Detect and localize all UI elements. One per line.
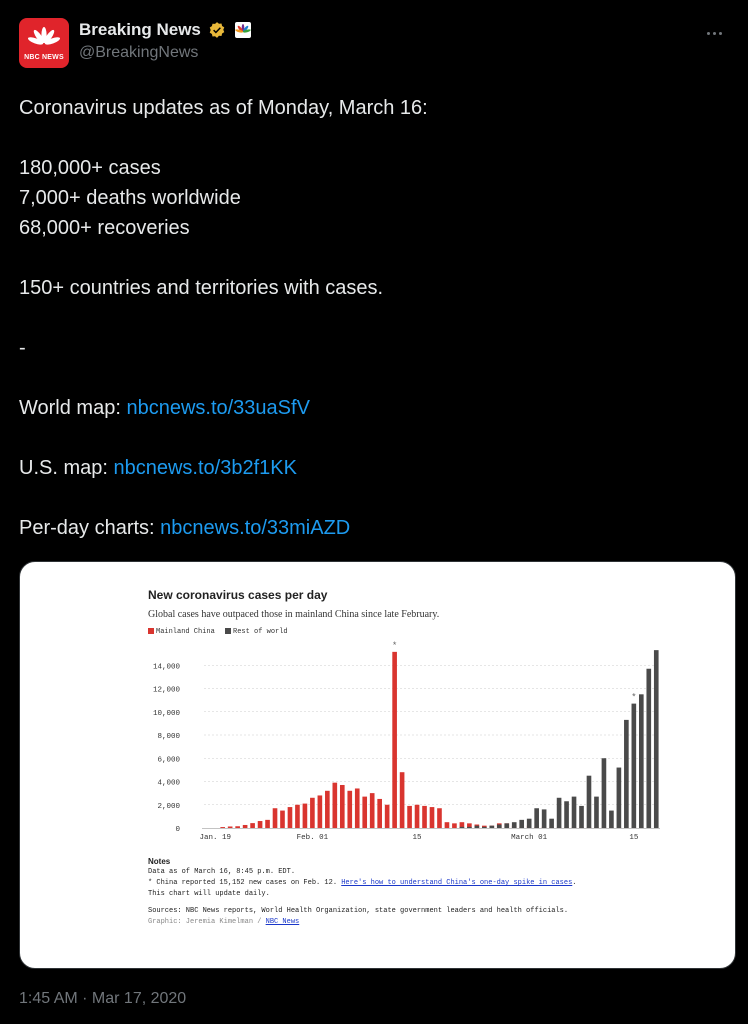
bar-mainland-china bbox=[362, 797, 367, 828]
bar-mainland-china bbox=[295, 805, 300, 828]
bar-rest-of-world bbox=[572, 797, 577, 828]
bar-mainland-china bbox=[333, 783, 338, 828]
bar-rest-of-world bbox=[609, 811, 614, 828]
chart-title: New coronavirus cases per day bbox=[148, 588, 328, 602]
tweet-line bbox=[19, 453, 719, 483]
bar-mainland-china bbox=[422, 806, 427, 828]
bar-rest-of-world bbox=[587, 776, 592, 828]
y-tick-label: 12,000 bbox=[152, 686, 180, 695]
bar-rest-of-world bbox=[549, 819, 554, 828]
bar-rest-of-world bbox=[534, 808, 539, 828]
y-tick-label: 0 bbox=[175, 826, 180, 834]
bar-mainland-china bbox=[355, 788, 360, 828]
y-tick-label: 10,000 bbox=[152, 709, 180, 718]
bar-rest-of-world bbox=[512, 822, 517, 828]
y-tick-label: 14,000 bbox=[152, 663, 180, 672]
bar-mainland-china bbox=[347, 791, 352, 828]
notes-china-text: * China reported 15,152 new cases on Feb. 12. bbox=[148, 879, 342, 887]
notes-graphic-text: Graphic: Jeremia Kimelman / bbox=[148, 918, 266, 926]
bar-mainland-china bbox=[228, 826, 233, 828]
bar-mainland-china bbox=[258, 821, 263, 828]
bar-rest-of-world bbox=[489, 826, 494, 828]
bar-mainland-china bbox=[430, 807, 435, 828]
notes-graphic bbox=[148, 917, 708, 928]
bar-rest-of-world bbox=[482, 827, 487, 828]
per-day-label: Per-day charts: bbox=[19, 517, 155, 539]
verified-badge-icon[interactable] bbox=[208, 21, 226, 39]
notes-china-link[interactable]: Here's how to understand China's one-day spike in cases bbox=[341, 879, 573, 887]
bar-mainland-china bbox=[265, 820, 270, 828]
x-tick-label: Feb. 01 bbox=[296, 834, 329, 842]
notes-sources: Sources: NBC News reports, World Health Organization, state government leaders and health officials. bbox=[148, 907, 569, 915]
tweet-line: 7,000+ deaths worldwide bbox=[19, 187, 241, 209]
world-map-label: World map: bbox=[19, 397, 121, 419]
bar-mainland-china bbox=[235, 826, 240, 828]
bar-rest-of-world bbox=[467, 827, 472, 828]
bar-mainland-china bbox=[303, 804, 308, 828]
bar-mainland-china bbox=[400, 772, 405, 828]
peak-star-annotation: * bbox=[632, 691, 636, 702]
tweet-timestamp[interactable]: 1:45 AM · Mar 17, 2020 bbox=[19, 990, 187, 1007]
notes-data-as-of: Data as of March 16, 8:45 p.m. EDT. bbox=[148, 868, 296, 876]
bar-rest-of-world bbox=[557, 798, 562, 828]
bar-mainland-china bbox=[250, 823, 255, 828]
bar-mainland-china bbox=[310, 798, 315, 828]
bar-chart bbox=[20, 562, 735, 852]
bar-rest-of-world bbox=[594, 797, 599, 828]
tweet-line: 180,000+ cases bbox=[19, 157, 161, 179]
tweet-line: Coronavirus updates as of Monday, March 16: bbox=[19, 97, 428, 119]
bar-mainland-china bbox=[452, 823, 457, 828]
bar-mainland-china bbox=[243, 825, 248, 828]
us-map-link[interactable]: nbcnews.to/3b2f1KK bbox=[113, 457, 297, 479]
avatar[interactable] bbox=[19, 18, 69, 68]
chart-notes bbox=[148, 856, 708, 928]
bar-mainland-china bbox=[385, 805, 390, 828]
bar-mainland-china bbox=[340, 785, 345, 828]
tweet-line bbox=[19, 513, 719, 543]
bar-rest-of-world bbox=[646, 669, 651, 828]
notes-china bbox=[148, 878, 708, 889]
chart-image[interactable] bbox=[19, 561, 736, 969]
per-day-link[interactable]: nbcnews.to/33miAZD bbox=[160, 517, 351, 539]
tweet-line: 150+ countries and territories with cases. bbox=[19, 277, 384, 299]
bar-rest-of-world bbox=[602, 758, 607, 828]
bar-mainland-china bbox=[325, 791, 330, 828]
more-options-icon[interactable] bbox=[705, 22, 729, 38]
peak-star-annotation: * bbox=[392, 639, 397, 650]
y-tick-label: 8,000 bbox=[157, 733, 180, 741]
bar-rest-of-world bbox=[475, 826, 480, 828]
notes-heading: Notes bbox=[148, 857, 171, 866]
tweet-header bbox=[19, 18, 729, 70]
us-map-label: U.S. map: bbox=[19, 457, 108, 479]
y-tick-label: 4,000 bbox=[157, 779, 180, 788]
bar-rest-of-world bbox=[497, 825, 502, 828]
bar-rest-of-world bbox=[460, 827, 465, 828]
bar-mainland-china bbox=[377, 799, 382, 828]
x-tick-label: 15 bbox=[629, 834, 639, 842]
bar-mainland-china bbox=[288, 807, 293, 828]
bar-rest-of-world bbox=[504, 823, 509, 828]
bar-mainland-china bbox=[407, 806, 412, 828]
account-handle[interactable]: @BreakingNews bbox=[79, 44, 199, 61]
chart-subtitle: Global cases have outpaced those in mainland China since late February. bbox=[148, 609, 440, 620]
bar-mainland-china bbox=[318, 795, 323, 828]
tweet-text bbox=[19, 93, 719, 543]
legend-label-china: Mainland China bbox=[156, 628, 215, 636]
bar-mainland-china bbox=[273, 808, 278, 828]
bar-mainland-china bbox=[370, 793, 375, 828]
bar-mainland-china bbox=[415, 805, 420, 828]
bar-rest-of-world bbox=[632, 704, 637, 828]
bar-rest-of-world bbox=[639, 694, 644, 828]
affiliate-logo-icon[interactable] bbox=[235, 22, 251, 38]
bar-mainland-china bbox=[392, 652, 397, 828]
tweet-line: - bbox=[19, 337, 26, 359]
bar-rest-of-world bbox=[542, 809, 547, 828]
x-tick-label: Jan. 19 bbox=[199, 834, 231, 842]
notes-graphic-link[interactable]: NBC News bbox=[265, 918, 300, 926]
tweet-line bbox=[19, 393, 719, 423]
bar-mainland-china bbox=[220, 827, 225, 828]
bar-rest-of-world bbox=[654, 650, 659, 828]
notes-china-end: . bbox=[572, 879, 577, 887]
legend-label-row: Rest of world bbox=[233, 628, 288, 636]
bar-rest-of-world bbox=[617, 768, 622, 828]
y-tick-label: 2,000 bbox=[157, 802, 180, 811]
bar-rest-of-world bbox=[624, 720, 629, 828]
display-name[interactable]: Breaking News bbox=[79, 20, 201, 39]
world-map-link[interactable]: nbcnews.to/33uaSfV bbox=[126, 397, 310, 419]
bar-rest-of-world bbox=[519, 820, 524, 828]
bar-mainland-china bbox=[437, 808, 442, 828]
notes-update: This chart will update daily. bbox=[148, 890, 270, 898]
tweet-line: 68,000+ recoveries bbox=[19, 217, 190, 239]
bar-mainland-china bbox=[445, 822, 450, 828]
x-tick-label: March 01 bbox=[511, 834, 548, 842]
bar-rest-of-world bbox=[564, 801, 569, 828]
y-tick-label: 6,000 bbox=[157, 756, 180, 765]
bar-rest-of-world bbox=[527, 819, 532, 828]
bar-rest-of-world bbox=[579, 806, 584, 828]
x-tick-label: 15 bbox=[412, 834, 422, 842]
bar-mainland-china bbox=[280, 811, 285, 828]
avatar-label: NBC NEWS bbox=[24, 54, 64, 61]
